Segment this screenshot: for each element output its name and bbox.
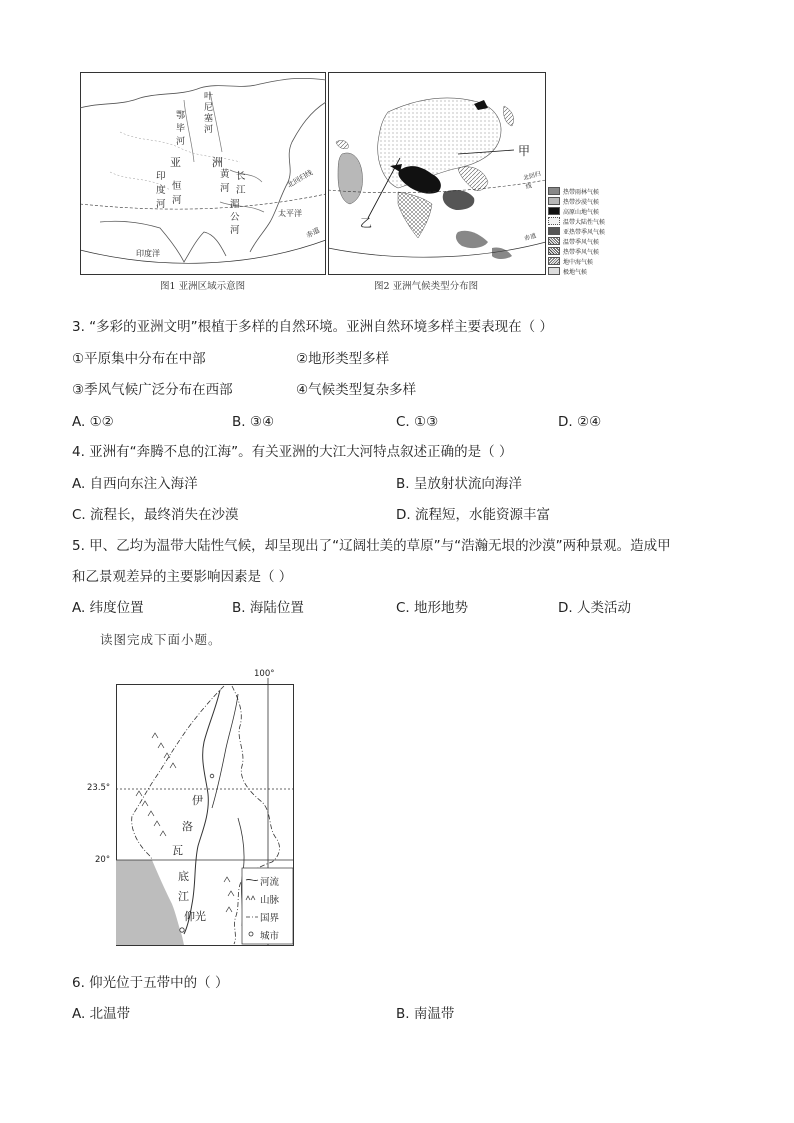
fig3-legend-city: 城市 (260, 931, 280, 942)
fig3-city-yangon-label: 仰光 (184, 910, 206, 923)
legend-label-3: 高原山地气候 (563, 208, 600, 216)
fig3-label-lat-23-5: 23.5° (87, 783, 111, 793)
fig3-label-lat-20: 20° (95, 855, 111, 865)
fig2-label-tropic: 北回归线 (522, 170, 542, 191)
legend-swatch-polar (548, 267, 560, 275)
q3-option-c[interactable]: C. ①③ (396, 414, 439, 430)
q3-statement-3: ③季风气候广泛分布在西部 (72, 382, 233, 398)
fig1-label-indus: 印 度 河 (156, 171, 166, 210)
q3-statement-4: ④气候类型复杂多样 (296, 382, 417, 398)
q5-option-a[interactable]: A. 纬度位置 (72, 600, 144, 616)
legend-label-8: 地中海气候 (563, 258, 594, 266)
q4-option-c[interactable]: C. 流程长，最终消失在沙漠 (72, 507, 239, 523)
q6-option-b[interactable]: B. 南温带 (396, 1006, 455, 1022)
figure-1-caption: 图1 亚洲区域示意图 (160, 281, 246, 292)
fig1-label-equator: 赤道 (304, 226, 322, 240)
figure-1-asia-region-map (80, 72, 326, 275)
figure-2-asia-climate-map (328, 72, 546, 275)
q5-option-d[interactable]: D. 人类活动 (558, 600, 631, 616)
q3-option-b[interactable]: B. ③④ (232, 414, 275, 430)
legend-swatch-mediterranean (548, 257, 560, 265)
fig3-legend-river: 河流 (260, 877, 280, 888)
fig3-river-char-3: 瓦 (172, 844, 183, 857)
legend-label-7: 热带季风气候 (563, 248, 600, 256)
q3-statement-2: ②地形类型多样 (296, 351, 390, 367)
section-intro: 读图完成下面小题。 (100, 632, 222, 647)
myanmar-map-svg (112, 668, 296, 948)
fig2-label-yi: 乙 (360, 216, 373, 230)
q3-statement-1: ①平原集中分布在中部 (72, 351, 206, 367)
legend-swatch-subtropical (548, 227, 560, 235)
legend-swatch-tropical-monsoon (548, 247, 560, 255)
fig3-legend-mountain: 山脉 (260, 895, 280, 906)
legend-label-5: 亚热带季风气候 (563, 228, 606, 236)
fig1-label-pacific: 太平洋 (278, 209, 302, 218)
fig1-label-ob: 鄂 毕 河 (176, 111, 186, 147)
q4-option-d[interactable]: D. 流程短，水能资源丰富 (396, 507, 550, 523)
q3-option-a[interactable]: A. ①② (72, 414, 114, 430)
fig3-river-char-1: 伊 (192, 794, 203, 807)
fig3-river-char-5: 江 (178, 890, 189, 903)
legend-label-9: 极地气候 (563, 268, 588, 276)
fig2-legend (548, 186, 618, 276)
q4-option-b[interactable]: B. 呈放射状流向海洋 (396, 476, 522, 492)
question-3-stem: 3. “多彩的亚洲文明”根植于多样的自然环境。亚洲自然环境多样主要表现在（ ） (72, 319, 553, 335)
q4-option-a[interactable]: A. 自西向东注入海洋 (72, 476, 198, 492)
fig1-label-mekong: 湄 公 河 (230, 199, 240, 236)
q5-option-b[interactable]: B. 海陆位置 (232, 600, 304, 616)
legend-swatch-temperate-monsoon (548, 237, 560, 245)
asia-climate-map-svg (328, 72, 546, 275)
question-4-stem: 4. 亚洲有“奔腾不息的江海”。有关亚洲的大江大河特点叙述正确的是（ ） (72, 444, 513, 460)
fig3-label-lon-100: 100° (254, 669, 275, 679)
legend-swatch-rainforest (548, 187, 560, 195)
figure-3-myanmar-map (87, 668, 296, 948)
fig2-label-equator: 赤道 (523, 232, 538, 243)
legend-swatch-continental (548, 217, 560, 225)
question-6-stem: 6. 仰光位于五带中的（ ） (72, 975, 229, 991)
legend-label-2: 热带沙漠气候 (563, 198, 600, 206)
asia-region-map-svg (80, 72, 326, 275)
question-5-stem-line1: 5. 甲、乙均为温带大陆性气候，却呈现出了“辽阔壮美的草原”与“浩瀚无垠的沙漠”两种景观。造成甲 (72, 538, 671, 554)
fig1-label-ganges: 恒 河 (172, 181, 182, 206)
fig1-label-yangtze: 长 江 (236, 171, 246, 196)
fig1-label-yenisei: 叶 尼 塞 河 (204, 92, 214, 135)
q6-option-a[interactable]: A. 北温带 (72, 1006, 131, 1022)
fig1-label-asia-2: 洲 (212, 156, 223, 169)
fig2-label-jia: 甲 (518, 144, 531, 158)
legend-label-1: 热带雨林气候 (563, 188, 600, 196)
question-5-stem-line2: 和乙景观差异的主要影响因素是（ ） (72, 569, 293, 585)
fig1-label-asia-1: 亚 (170, 156, 181, 169)
fig1-label-indian: 印度洋 (136, 249, 160, 258)
fig3-legend-border: 国界 (260, 913, 280, 924)
fig1-label-yellow: 黄 河 (220, 169, 230, 194)
q5-option-c[interactable]: C. 地形地势 (396, 600, 469, 616)
fig3-river-char-2: 洛 (182, 820, 193, 833)
legend-label-4: 温带大陆性气候 (563, 218, 606, 226)
legend-label-6: 温带季风气候 (563, 238, 600, 246)
legend-swatch-plateau (548, 207, 560, 215)
figure-2-caption: 图2 亚洲气候类型分布图 (374, 281, 479, 292)
fig3-river-char-4: 底 (178, 870, 189, 883)
fig1-label-tropic: 北回归线 (285, 168, 315, 190)
q3-option-d[interactable]: D. ②④ (558, 414, 602, 430)
legend-swatch-desert (548, 197, 560, 205)
